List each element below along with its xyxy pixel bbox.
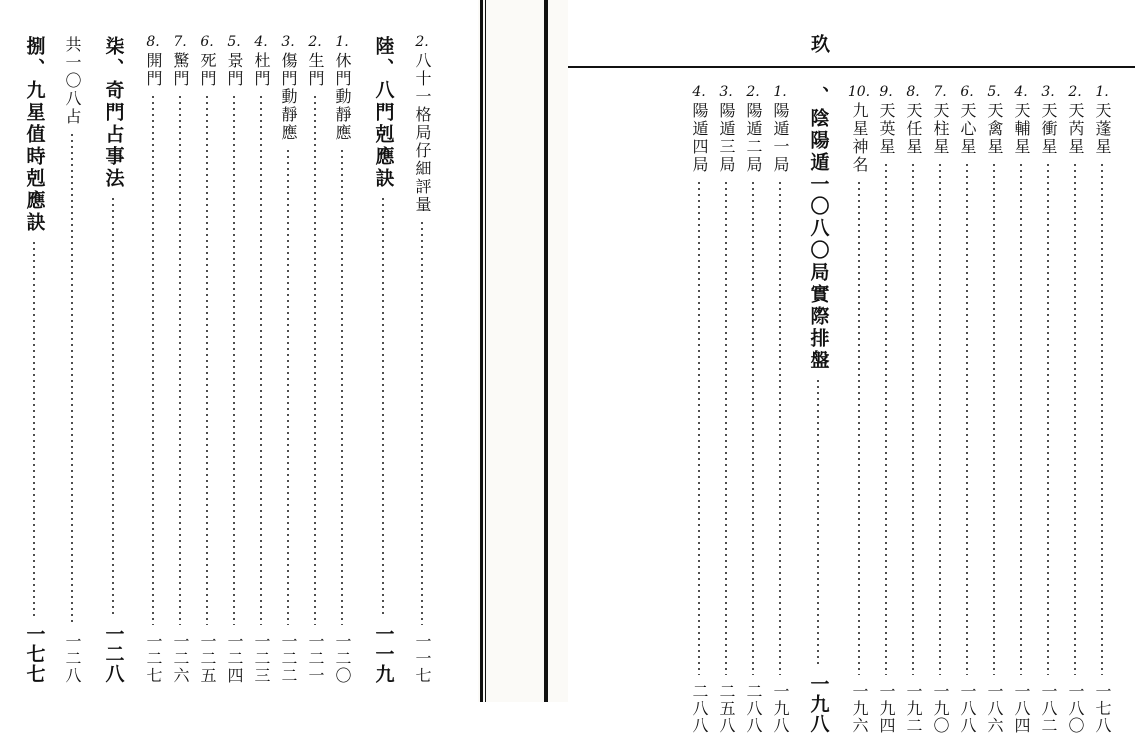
page-number: 一九四	[877, 683, 896, 734]
toc-entry	[276, 34, 300, 684]
entry-title: 死門	[198, 52, 217, 88]
page-number: 一二三	[252, 633, 271, 684]
entry-title: 天任星	[904, 102, 923, 156]
dot-leader	[698, 180, 700, 675]
toc-entry	[928, 84, 952, 734]
entry-number: 1.	[1095, 84, 1109, 100]
entry-number: 4.	[692, 84, 706, 100]
dot-leader	[382, 196, 384, 616]
toc-entry	[195, 34, 219, 684]
entry-title: 八十一格局仔細評量	[413, 52, 432, 214]
book-gutter	[478, 0, 568, 702]
page-number: 一八二	[1039, 683, 1058, 734]
entry-number: 1.	[335, 34, 349, 50]
entry-title: 驚門	[171, 52, 190, 88]
page-number: 一一七	[413, 633, 432, 684]
toc-entry	[847, 84, 871, 734]
entry-number: 4.	[1014, 84, 1028, 100]
page-number: 二八八	[744, 683, 763, 734]
entry-title: 陽遁四局	[690, 102, 709, 174]
entry-number: 4.	[254, 34, 268, 50]
page-number: 一九六	[850, 683, 869, 734]
entry-title: 生門	[306, 52, 325, 88]
page-number: 一二五	[198, 633, 217, 684]
chapter-heading: 玖	[808, 34, 830, 53]
page-number: 一二八	[102, 624, 125, 684]
dot-leader	[314, 94, 316, 625]
page-number: 一八〇	[1066, 683, 1085, 734]
toc-entry	[141, 34, 165, 684]
entry-title: 捌、九星值時剋應訣	[23, 36, 46, 234]
dot-leader	[152, 94, 154, 625]
toc-entry	[768, 84, 792, 734]
page-number: 一二六	[171, 633, 190, 684]
toc-entry	[1063, 84, 1087, 734]
header-rule	[568, 66, 1135, 68]
page-number: 一八八	[958, 683, 977, 734]
toc-entry	[901, 84, 925, 734]
toc-entry	[249, 34, 273, 684]
entry-number: 2.	[1068, 84, 1082, 100]
entry-title: 休門動靜應	[333, 52, 352, 142]
page-number: 二八八	[690, 683, 709, 734]
dot-leader	[939, 162, 941, 675]
page-number: 二五八	[717, 683, 736, 734]
entry-title: 柒、奇門占事法	[102, 36, 125, 190]
dot-leader	[912, 162, 914, 675]
toc-entry	[806, 84, 830, 734]
entry-title: 九星神名	[850, 102, 869, 174]
entry-number: 6.	[200, 34, 214, 50]
toc-entry	[982, 84, 1006, 734]
toc-entry	[22, 34, 46, 684]
page-number: 一八六	[985, 683, 1004, 734]
dot-leader	[71, 132, 73, 625]
entry-title: 陸、八門剋應訣	[372, 36, 395, 190]
entry-number: 7.	[933, 84, 947, 100]
entry-number: 3.	[719, 84, 733, 100]
entry-title: 天英星	[877, 102, 896, 156]
page-number: 一二八	[63, 633, 82, 684]
entry-title: 天柱星	[931, 102, 950, 156]
toc-entry	[1009, 84, 1033, 734]
page-number: 一二七	[144, 633, 163, 684]
entry-title: 景門	[225, 52, 244, 88]
dot-leader	[725, 180, 727, 675]
entry-title: 天禽星	[985, 102, 1004, 156]
page-number: 一七七	[23, 624, 46, 684]
toc-entry	[955, 84, 979, 734]
dot-leader	[966, 162, 968, 675]
page-number: 一九八	[771, 683, 790, 734]
entry-number: 9.	[879, 84, 893, 100]
dot-leader	[233, 94, 235, 625]
page-number: 一二一	[306, 633, 325, 684]
entry-number: 2.	[308, 34, 322, 50]
page-number: 一二〇	[333, 633, 352, 684]
toc-entry	[1036, 84, 1060, 734]
entry-number: 8.	[906, 84, 920, 100]
page-number: 一九八	[807, 674, 830, 734]
toc-entry	[687, 84, 711, 734]
entry-title: 杜門	[252, 52, 271, 88]
toc-entry	[714, 84, 738, 734]
toc-entry	[410, 34, 434, 684]
entry-title: 陽遁二局	[744, 102, 763, 174]
page-number: 一一九	[372, 624, 395, 684]
entry-number: 7.	[173, 34, 187, 50]
dot-leader	[993, 162, 995, 675]
entry-number: 2.	[415, 34, 429, 50]
dot-leader	[341, 148, 343, 625]
entry-number: 10.	[847, 84, 871, 100]
entry-title: 傷門動靜應	[279, 52, 298, 142]
toc-entry	[741, 84, 765, 734]
dot-leader	[206, 94, 208, 625]
entry-title: 陽遁三局	[717, 102, 736, 174]
entry-number: 1.	[773, 84, 787, 100]
entry-title: 共一〇八占	[63, 36, 82, 126]
toc-entry	[168, 34, 192, 684]
entry-number: 5.	[987, 84, 1001, 100]
dot-leader	[1047, 162, 1049, 675]
dot-leader	[260, 94, 262, 625]
entry-number: 3.	[281, 34, 295, 50]
toc-entry	[1090, 84, 1114, 734]
dot-leader	[112, 196, 114, 616]
entry-title: 開門	[144, 52, 163, 88]
toc-entry	[60, 34, 84, 684]
entry-number: 2.	[746, 84, 760, 100]
entry-title: 天蓬星	[1093, 102, 1112, 156]
dot-leader	[858, 180, 860, 675]
toc-entry	[222, 34, 246, 684]
dot-leader	[1101, 162, 1103, 675]
dot-leader	[179, 94, 181, 625]
page-number: 一八四	[1012, 683, 1031, 734]
dot-leader	[287, 148, 289, 625]
entry-number: 3.	[1041, 84, 1055, 100]
entry-title: 、陰陽遁一〇八〇局實際排盤	[807, 86, 830, 372]
page-number: 一九〇	[931, 683, 950, 734]
toc-entry	[371, 34, 395, 684]
entry-number: 5.	[227, 34, 241, 50]
dot-leader	[421, 220, 423, 625]
page-number: 一七八	[1093, 683, 1112, 734]
entry-number: 6.	[960, 84, 974, 100]
entry-title: 天心星	[958, 102, 977, 156]
entry-number: 8.	[146, 34, 160, 50]
dot-leader	[33, 240, 35, 616]
entry-title: 天芮星	[1066, 102, 1085, 156]
page-number: 一二四	[225, 633, 244, 684]
dot-leader	[885, 162, 887, 675]
dot-leader	[1020, 162, 1022, 675]
dot-leader	[1074, 162, 1076, 675]
dot-leader	[779, 180, 781, 675]
toc-entry	[330, 34, 354, 684]
page-number: 一二二	[279, 633, 298, 684]
toc-entry	[303, 34, 327, 684]
entry-title: 天輔星	[1012, 102, 1031, 156]
page-number: 一九二	[904, 683, 923, 734]
toc-entry	[101, 34, 125, 684]
entry-title: 陽遁一局	[771, 102, 790, 174]
entry-title: 天衝星	[1039, 102, 1058, 156]
toc-entry	[874, 84, 898, 734]
dot-leader	[817, 378, 819, 666]
dot-leader	[752, 180, 754, 675]
